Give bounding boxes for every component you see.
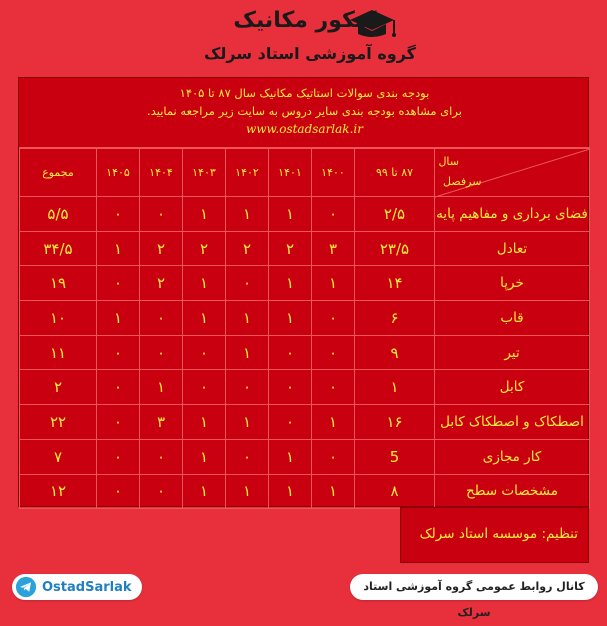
count-cell: ۰ — [140, 439, 183, 474]
count-cell: ۱ — [312, 474, 355, 509]
count-cell: ۰ — [97, 439, 140, 474]
total-cell: ۱۰ — [20, 301, 97, 336]
topic-cell: اصطکاک و اصطکاک کابل — [435, 405, 590, 440]
table-row — [20, 474, 590, 509]
column-header: ۱۴۰۲ — [226, 149, 269, 197]
topic-cell: خرپا — [435, 266, 590, 301]
count-cell: ۱ — [226, 301, 269, 336]
total-cell: ۳۴/۵ — [20, 231, 97, 266]
count-cell: ۱ — [183, 474, 226, 509]
total-cell: ۱۲ — [20, 474, 97, 509]
intro-line-1: بودجه بندی سوالات استاتیک مکانیک سال ۸۷ تا ۱۴۰۵ — [179, 86, 430, 100]
count-cell: ۱ — [183, 439, 226, 474]
table-row — [20, 197, 590, 232]
organizer-box: تنظیم: موسسه استاد سرلک — [400, 507, 589, 563]
count-cell: ۱ — [269, 474, 312, 509]
count-cell: ۰ — [312, 197, 355, 232]
topic-cell: تیر — [435, 335, 590, 370]
channel-label[interactable]: کانال روابط عمومی گروه آموزشی استاد سرلک — [350, 574, 598, 600]
count-cell: ۰ — [140, 301, 183, 336]
count-cell: ۱ — [269, 197, 312, 232]
count-cell: ۰ — [269, 405, 312, 440]
count-cell: ۰ — [140, 335, 183, 370]
table-row — [20, 335, 590, 370]
table-row — [20, 231, 590, 266]
count-cell: ۱ — [269, 266, 312, 301]
website-link[interactable]: www.ostadsarlak.ir — [246, 122, 363, 136]
count-cell: ۱ — [226, 197, 269, 232]
total-cell: ۷ — [20, 439, 97, 474]
table-row — [20, 266, 590, 301]
count-cell: ۱ — [140, 370, 183, 405]
total-cell: ۲ — [20, 370, 97, 405]
count-cell: ۰ — [312, 439, 355, 474]
count-cell: ۱ — [312, 405, 355, 440]
topic-cell: کار مجازی — [435, 439, 590, 474]
telegram-link[interactable] — [12, 574, 142, 600]
count-cell: ۰ — [226, 370, 269, 405]
table-header-row — [20, 149, 590, 197]
total-cell: ۱۹ — [20, 266, 97, 301]
count-cell: ۲ — [269, 231, 312, 266]
count-cell: ۱ — [226, 474, 269, 509]
table-row — [20, 370, 590, 405]
count-cell: ۱۶ — [355, 405, 435, 440]
count-cell: ۰ — [140, 474, 183, 509]
count-cell: ۱۴ — [355, 266, 435, 301]
count-cell: ۶ — [355, 301, 435, 336]
count-cell: ۲/۵ — [355, 197, 435, 232]
topic-cell: فضای برداری و مفاهیم پایه — [435, 197, 590, 232]
count-cell: ۲ — [226, 231, 269, 266]
column-header: ۱۴۰۵ — [97, 149, 140, 197]
count-cell: ۰ — [269, 370, 312, 405]
table-row — [20, 301, 590, 336]
column-header: ۱۴۰۳ — [183, 149, 226, 197]
intro-block — [19, 78, 590, 148]
count-cell: ۱ — [183, 405, 226, 440]
intro-line-2: برای مشاهده بودجه بندی سایر دروس به سایت زیر مراجعه نمایید. — [147, 104, 462, 118]
count-cell: ۰ — [97, 197, 140, 232]
total-cell: ۵/۵ — [20, 197, 97, 232]
count-cell: ۱ — [226, 405, 269, 440]
count-cell: ۹ — [355, 335, 435, 370]
corner-year-label: سال — [438, 155, 459, 168]
count-cell: ۰ — [226, 439, 269, 474]
count-cell: ۰ — [183, 370, 226, 405]
count-cell: ۱ — [269, 301, 312, 336]
count-cell: ۳ — [312, 231, 355, 266]
count-cell: ۰ — [226, 266, 269, 301]
column-header: ۱۴۰۰ — [312, 149, 355, 197]
topic-cell: تعادل — [435, 231, 590, 266]
count-cell: ۰ — [97, 266, 140, 301]
count-cell: ۲ — [140, 266, 183, 301]
count-cell: ۰ — [312, 370, 355, 405]
count-cell: ۰ — [140, 197, 183, 232]
header — [0, 0, 607, 78]
count-cell: 5 — [355, 439, 435, 474]
column-header: ۱۴۰۱ — [269, 149, 312, 197]
total-cell: ۱۱ — [20, 335, 97, 370]
count-cell: ۰ — [97, 405, 140, 440]
count-cell: ۲ — [183, 231, 226, 266]
table-row — [20, 405, 590, 440]
budget-panel — [18, 77, 589, 507]
footer — [0, 570, 607, 619]
brand-subtitle: گروه آموزشی استاد سرلک — [204, 44, 416, 63]
count-cell: ۱ — [312, 266, 355, 301]
count-cell: ۲۳/۵ — [355, 231, 435, 266]
count-cell: ۱ — [183, 266, 226, 301]
count-cell: ۰ — [97, 335, 140, 370]
count-cell: ۰ — [97, 370, 140, 405]
column-header: مجموع — [20, 149, 97, 197]
total-cell: ۲۲ — [20, 405, 97, 440]
count-cell: ۰ — [312, 335, 355, 370]
topic-cell: قاب — [435, 301, 590, 336]
count-cell: ۰ — [183, 335, 226, 370]
count-cell: ۱ — [355, 370, 435, 405]
telegram-handle: OstadSarlak — [42, 579, 132, 595]
count-cell: ۰ — [97, 474, 140, 509]
budget-table — [19, 148, 590, 509]
count-cell: ۰ — [312, 301, 355, 336]
telegram-icon — [15, 576, 37, 598]
topic-cell: کابل — [435, 370, 590, 405]
corner-cell — [435, 149, 590, 197]
topic-cell: مشخصات سطح — [435, 474, 590, 509]
table-row — [20, 439, 590, 474]
count-cell: ۱ — [269, 439, 312, 474]
count-cell: ۸ — [355, 474, 435, 509]
count-cell: ۱ — [183, 197, 226, 232]
count-cell: ۰ — [269, 335, 312, 370]
count-cell: ۱ — [226, 335, 269, 370]
count-cell: ۱ — [183, 301, 226, 336]
brand-title: کنکور مکانیک — [233, 8, 377, 33]
count-cell: ۱ — [97, 301, 140, 336]
corner-topic-label: سرفصل — [443, 175, 482, 188]
count-cell: ۱ — [97, 231, 140, 266]
column-header: ۸۷ تا ۹۹ — [355, 149, 435, 197]
column-header: ۱۴۰۴ — [140, 149, 183, 197]
count-cell: ۲ — [140, 231, 183, 266]
count-cell: ۳ — [140, 405, 183, 440]
